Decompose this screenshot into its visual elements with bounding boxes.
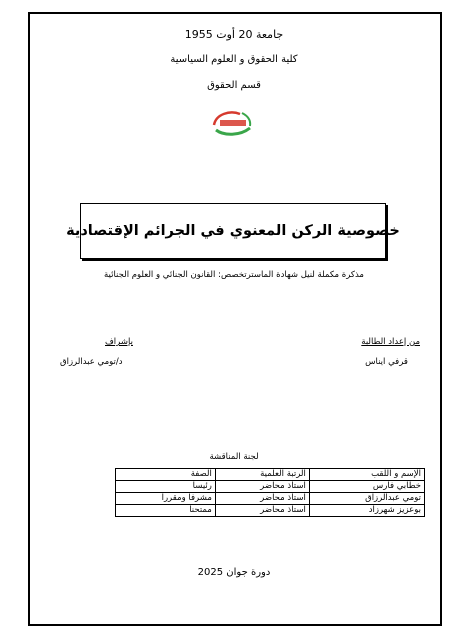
table-header-row xyxy=(116,469,425,481)
committee-title: لجنة المناقشة xyxy=(209,452,259,462)
jury-member-name: خطابي فارس xyxy=(309,481,424,493)
header-cell-rank: الرتبة العلمية xyxy=(215,469,309,481)
page-border xyxy=(28,12,442,626)
jury-table xyxy=(115,468,425,517)
jury-member-name: تومي عبدالرزاق xyxy=(309,493,424,505)
student-label: من إعداد الطالبة xyxy=(361,337,420,347)
header-cell-role: الصفة xyxy=(116,469,216,481)
jury-member-rank: استاذ محاضر xyxy=(215,505,309,517)
session-date: دورة جوان 2025 xyxy=(197,567,271,578)
jury-member-name: بوعزيز شهرزاد xyxy=(309,505,424,517)
memo-description: مذكرة مكملة لنيل شهادة الماسترتخصص: القانون الجنائي و العلوم الجنائية xyxy=(103,270,364,280)
university-name: جامعة 20 أوت 1955 xyxy=(184,28,284,41)
thesis-title: خصوصية الركن المعنوي في الجرائم الإقتصادية xyxy=(66,223,400,239)
table-row xyxy=(116,481,425,493)
student-name: قرفي ايناس xyxy=(365,357,408,367)
jury-member-rank: استاذ محاضر xyxy=(215,481,309,493)
university-logo-icon xyxy=(208,108,256,138)
table-row xyxy=(116,505,425,517)
jury-member-role: ممتحنا xyxy=(116,505,216,517)
table-row xyxy=(116,493,425,505)
department-name: قسم الحقوق xyxy=(207,80,261,91)
jury-member-rank: استاذ محاضر xyxy=(215,493,309,505)
thesis-title-box xyxy=(66,203,400,259)
header-cell-name: الإسم و اللقب xyxy=(309,469,424,481)
jury-member-role: رئيسا xyxy=(116,481,216,493)
supervisor-name: د/تومي عبدالرزاق xyxy=(60,357,123,367)
jury-member-role: مشرفا ومقررا xyxy=(116,493,216,505)
supervisor-label: بإشراف xyxy=(105,337,133,347)
faculty-name: كلية الحقوق و العلوم السياسية xyxy=(170,54,298,65)
